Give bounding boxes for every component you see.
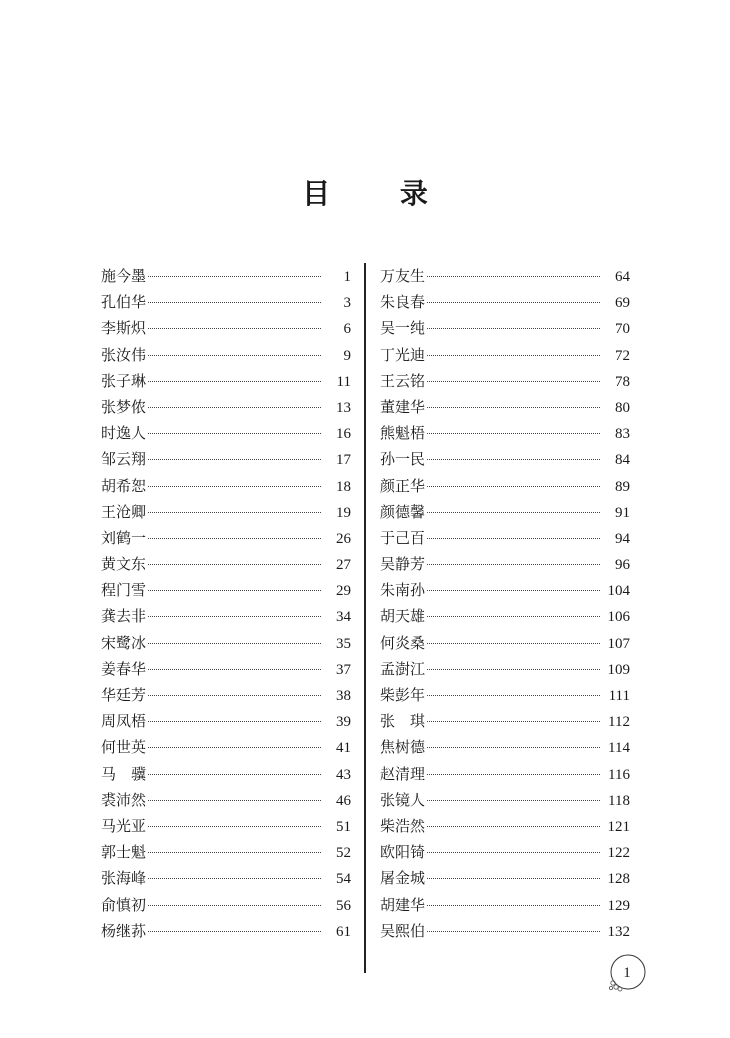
dot-leader [427, 826, 599, 827]
toc-entry-page: 104 [607, 583, 630, 600]
toc-entry[interactable] [101, 892, 351, 918]
toc-entry-page: 132 [607, 923, 630, 940]
toc-entry-name: 胡建华 [380, 895, 426, 914]
toc-entry-name: 黄文东 [101, 555, 147, 574]
toc-entry[interactable] [380, 394, 630, 420]
toc-entry-name: 颜德馨 [380, 502, 426, 521]
toc-entry-name: 董建华 [380, 397, 426, 416]
toc-entry-name: 熊魁梧 [380, 424, 426, 443]
toc-entry-name: 于己百 [380, 528, 426, 547]
toc-entry[interactable] [380, 368, 630, 394]
toc-entry-name: 吴一纯 [380, 319, 426, 338]
dot-leader [427, 669, 599, 670]
toc-entry[interactable] [380, 865, 630, 891]
toc-entry-name: 欧阳锜 [380, 843, 426, 862]
toc-entry[interactable] [380, 315, 630, 341]
toc-entry[interactable] [380, 630, 630, 656]
toc-entry[interactable] [380, 473, 630, 499]
toc-entry-page: 114 [608, 740, 630, 757]
toc-entry-name: 孔伯华 [101, 293, 147, 312]
toc-entry[interactable] [101, 839, 351, 865]
toc-entry-name: 孙一民 [380, 450, 426, 469]
toc-entry-name: 邹云翔 [101, 450, 147, 469]
toc-entry-page: 96 [615, 557, 630, 574]
toc-entry[interactable] [380, 813, 630, 839]
toc-entry[interactable] [101, 525, 351, 551]
toc-entry-name: 华廷芳 [101, 686, 147, 704]
toc-entry-name: 郭士魁 [101, 843, 147, 862]
toc-entry-page: 80 [615, 399, 630, 416]
toc-entry-page: 35 [336, 635, 351, 652]
dot-leader [148, 774, 321, 775]
toc-entry-page: 38 [336, 688, 351, 704]
toc-entry-name: 裘沛然 [101, 790, 147, 809]
toc-entry-name: 吴静芳 [380, 555, 426, 574]
toc-entry-page: 61 [336, 923, 351, 940]
toc-entry-name: 孟澍江 [380, 659, 426, 678]
toc-entry-page: 83 [615, 426, 630, 443]
toc-entry[interactable] [380, 708, 630, 734]
toc-right-column [380, 263, 630, 944]
toc-entry[interactable] [101, 289, 351, 315]
dot-leader [427, 800, 600, 801]
toc-entry-name: 柴彭年 [380, 686, 426, 704]
dot-leader [148, 931, 321, 932]
toc-entry-page: 56 [336, 897, 351, 914]
toc-entry-name: 吴熙伯 [380, 921, 426, 940]
toc-entry-page: 16 [336, 426, 351, 443]
toc-entry-name: 朱南孙 [380, 581, 426, 600]
dot-leader [148, 800, 321, 801]
toc-entry[interactable] [101, 682, 351, 708]
dot-leader [427, 721, 600, 722]
toc-entry-page: 78 [615, 373, 630, 390]
dot-leader [427, 381, 600, 382]
toc-entry-page: 116 [608, 766, 630, 783]
toc-entry-name: 施今墨 [101, 267, 147, 285]
toc-entry-name: 何世英 [101, 738, 147, 757]
toc-entry-name: 龚去非 [101, 607, 147, 626]
toc-entry-name: 焦树德 [380, 738, 426, 757]
dot-leader [148, 590, 321, 591]
toc-entry-page: 64 [615, 269, 630, 285]
toc-entry[interactable] [101, 603, 351, 629]
toc-entry-page: 51 [336, 818, 351, 835]
toc-entry-name: 宋鹭冰 [101, 633, 147, 652]
toc-entry-page: 106 [607, 609, 630, 626]
page-number: 1 [623, 965, 631, 981]
dot-leader [427, 852, 599, 853]
dot-leader [148, 564, 321, 565]
toc-entry-page: 6 [343, 321, 351, 338]
dot-leader [148, 616, 321, 617]
toc-entry-name: 李斯炽 [101, 319, 147, 338]
toc-entry[interactable] [101, 708, 351, 734]
toc-entry-page: 111 [608, 688, 630, 704]
dot-leader [148, 276, 321, 277]
toc-entry-name: 王沧卿 [101, 502, 147, 521]
dot-leader [148, 459, 321, 460]
toc-entry[interactable] [380, 551, 630, 577]
toc-entry-page: 69 [615, 295, 630, 312]
toc-entry-page: 43 [336, 766, 351, 783]
toc-entry-name: 张镜人 [380, 790, 426, 809]
toc-entry-name: 俞慎初 [101, 895, 147, 914]
toc-entry-name: 马光亚 [101, 816, 147, 835]
dot-leader [427, 590, 599, 591]
dot-leader [148, 695, 321, 696]
toc-entry[interactable] [101, 734, 351, 760]
toc-entry-name: 程门雪 [101, 581, 147, 600]
toc-entry-page: 52 [336, 845, 351, 862]
toc-entry[interactable] [101, 394, 351, 420]
toc-entry-page: 129 [607, 897, 630, 914]
toc-entry-page: 13 [336, 399, 351, 416]
column-divider [364, 263, 366, 973]
toc-entry[interactable] [101, 446, 351, 472]
toc-entry[interactable] [101, 499, 351, 525]
toc-entry[interactable] [380, 342, 630, 368]
toc-entry[interactable] [101, 473, 351, 499]
toc-entry[interactable] [380, 918, 630, 944]
toc-entry-name: 丁光迪 [380, 345, 426, 364]
toc-entry-page: 122 [607, 845, 630, 862]
toc-entry-page: 107 [607, 635, 630, 652]
toc-entry-name: 张海峰 [101, 869, 147, 888]
dot-leader [427, 643, 599, 644]
toc-entry-page: 121 [607, 818, 630, 835]
toc-entry[interactable] [380, 446, 630, 472]
toc-entry-page: 118 [608, 792, 630, 809]
dot-leader [148, 826, 321, 827]
toc-entry-name: 颜正华 [380, 476, 426, 495]
toc-entry-name: 张汝伟 [101, 345, 147, 364]
toc-entry-page: 112 [608, 714, 630, 731]
toc-entry[interactable] [380, 839, 630, 865]
toc-entry-name: 朱良春 [380, 293, 426, 312]
toc-entry-name: 王云铭 [380, 371, 426, 390]
toc-entry[interactable] [101, 813, 351, 839]
toc-entry[interactable] [380, 289, 630, 315]
toc-entry-name: 杨继荪 [101, 921, 147, 940]
toc-entry[interactable] [101, 577, 351, 603]
toc-entry-name: 胡天雄 [380, 607, 426, 626]
dot-leader [427, 616, 599, 617]
dot-leader [427, 774, 600, 775]
toc-entry-page: 72 [615, 347, 630, 364]
toc-entry-name: 万友生 [380, 267, 426, 285]
toc-entry[interactable] [101, 761, 351, 787]
toc-entry[interactable] [101, 263, 351, 289]
toc-entry[interactable] [101, 315, 351, 341]
toc-entry[interactable] [101, 630, 351, 656]
dot-leader [148, 852, 321, 853]
page-title: 目 录 [302, 177, 458, 210]
toc-entry[interactable] [101, 787, 351, 813]
dot-leader [148, 538, 321, 539]
toc-entry-page: 34 [336, 609, 351, 626]
toc-entry[interactable] [101, 918, 351, 944]
toc-entry[interactable] [380, 682, 630, 708]
toc-entry-page: 37 [336, 661, 351, 678]
dot-leader [427, 512, 600, 513]
dot-leader [427, 276, 600, 277]
toc-entry-page: 89 [615, 478, 630, 495]
dot-leader [148, 328, 321, 329]
toc-entry-page: 128 [607, 871, 630, 888]
toc-entry-page: 1 [343, 269, 351, 285]
dot-leader [427, 695, 600, 696]
toc-entry-name: 胡希恕 [101, 476, 147, 495]
toc-entry[interactable] [380, 656, 630, 682]
dot-leader [148, 669, 321, 670]
toc-entry-page: 41 [336, 740, 351, 757]
dot-leader [427, 905, 599, 906]
toc-entry[interactable] [101, 342, 351, 368]
toc-entry-name: 张子琳 [101, 371, 147, 390]
toc-entry-name: 姜春华 [101, 659, 147, 678]
toc-entry-page: 11 [336, 373, 351, 390]
toc-entry[interactable] [101, 865, 351, 891]
dot-leader [427, 459, 600, 460]
dot-leader [148, 643, 321, 644]
dot-leader [148, 302, 321, 303]
dot-leader [427, 328, 600, 329]
toc-entry-page: 109 [607, 661, 630, 678]
toc-entry-name: 马 骥 [101, 764, 147, 783]
toc-entry-page: 18 [336, 478, 351, 495]
toc-entry-name: 屠金城 [380, 869, 426, 888]
dot-leader [148, 433, 321, 434]
toc-entry[interactable] [101, 551, 351, 577]
toc-entry-page: 39 [336, 714, 351, 731]
dot-leader [148, 407, 321, 408]
dot-leader [148, 355, 321, 356]
dot-leader [427, 302, 600, 303]
toc-entry[interactable] [380, 263, 630, 289]
toc-entry-name: 周凤梧 [101, 712, 147, 731]
toc-entry[interactable] [380, 420, 630, 446]
toc-left-column [101, 263, 351, 944]
dot-leader [427, 931, 599, 932]
dot-leader [427, 407, 600, 408]
toc-entry[interactable] [380, 525, 630, 551]
dot-leader [148, 747, 321, 748]
dot-leader [427, 878, 599, 879]
toc-entry-page: 46 [336, 792, 351, 809]
toc-entry[interactable] [101, 420, 351, 446]
toc-entry[interactable] [380, 603, 630, 629]
toc-entry-page: 94 [615, 530, 630, 547]
toc-entry[interactable] [380, 761, 630, 787]
dot-leader [148, 721, 321, 722]
toc-entry-page: 54 [336, 871, 351, 888]
toc-entry-page: 91 [615, 504, 630, 521]
dot-leader [148, 486, 321, 487]
dot-leader [148, 905, 321, 906]
dot-leader [427, 538, 600, 539]
toc-entry[interactable] [380, 892, 630, 918]
toc-entry-page: 19 [336, 504, 351, 521]
toc-entry-name: 张梦侬 [101, 397, 147, 416]
dot-leader [148, 381, 321, 382]
dot-leader [427, 433, 600, 434]
dot-leader [148, 512, 321, 513]
page-number-badge [607, 953, 647, 993]
toc-entry[interactable] [380, 734, 630, 760]
dot-leader [427, 486, 600, 487]
dot-leader [427, 747, 600, 748]
toc-entry-page: 27 [336, 557, 351, 574]
toc-entry-page: 70 [615, 321, 630, 338]
toc-entry-name: 时逸人 [101, 424, 147, 443]
toc-entry[interactable] [101, 656, 351, 682]
toc-entry-name: 刘鹤一 [101, 528, 147, 547]
toc-entry-page: 9 [343, 347, 351, 364]
toc-entry-page: 29 [336, 583, 351, 600]
toc-entry[interactable] [380, 499, 630, 525]
toc-entry-name: 赵清理 [380, 764, 426, 783]
toc-entry-name: 张 琪 [380, 712, 426, 731]
toc-entry-page: 84 [615, 452, 630, 469]
toc-entry-page: 3 [343, 295, 351, 312]
toc-entry-name: 柴浩然 [380, 816, 426, 835]
toc-entry-page: 26 [336, 530, 351, 547]
toc-entry[interactable] [380, 577, 630, 603]
dot-leader [148, 878, 321, 879]
dot-leader [427, 564, 600, 565]
dot-leader [427, 355, 600, 356]
toc-entry-page: 17 [336, 452, 351, 469]
toc-entry[interactable] [380, 787, 630, 813]
toc-entry[interactable] [101, 368, 351, 394]
toc-entry-name: 何炎桑 [380, 633, 426, 652]
